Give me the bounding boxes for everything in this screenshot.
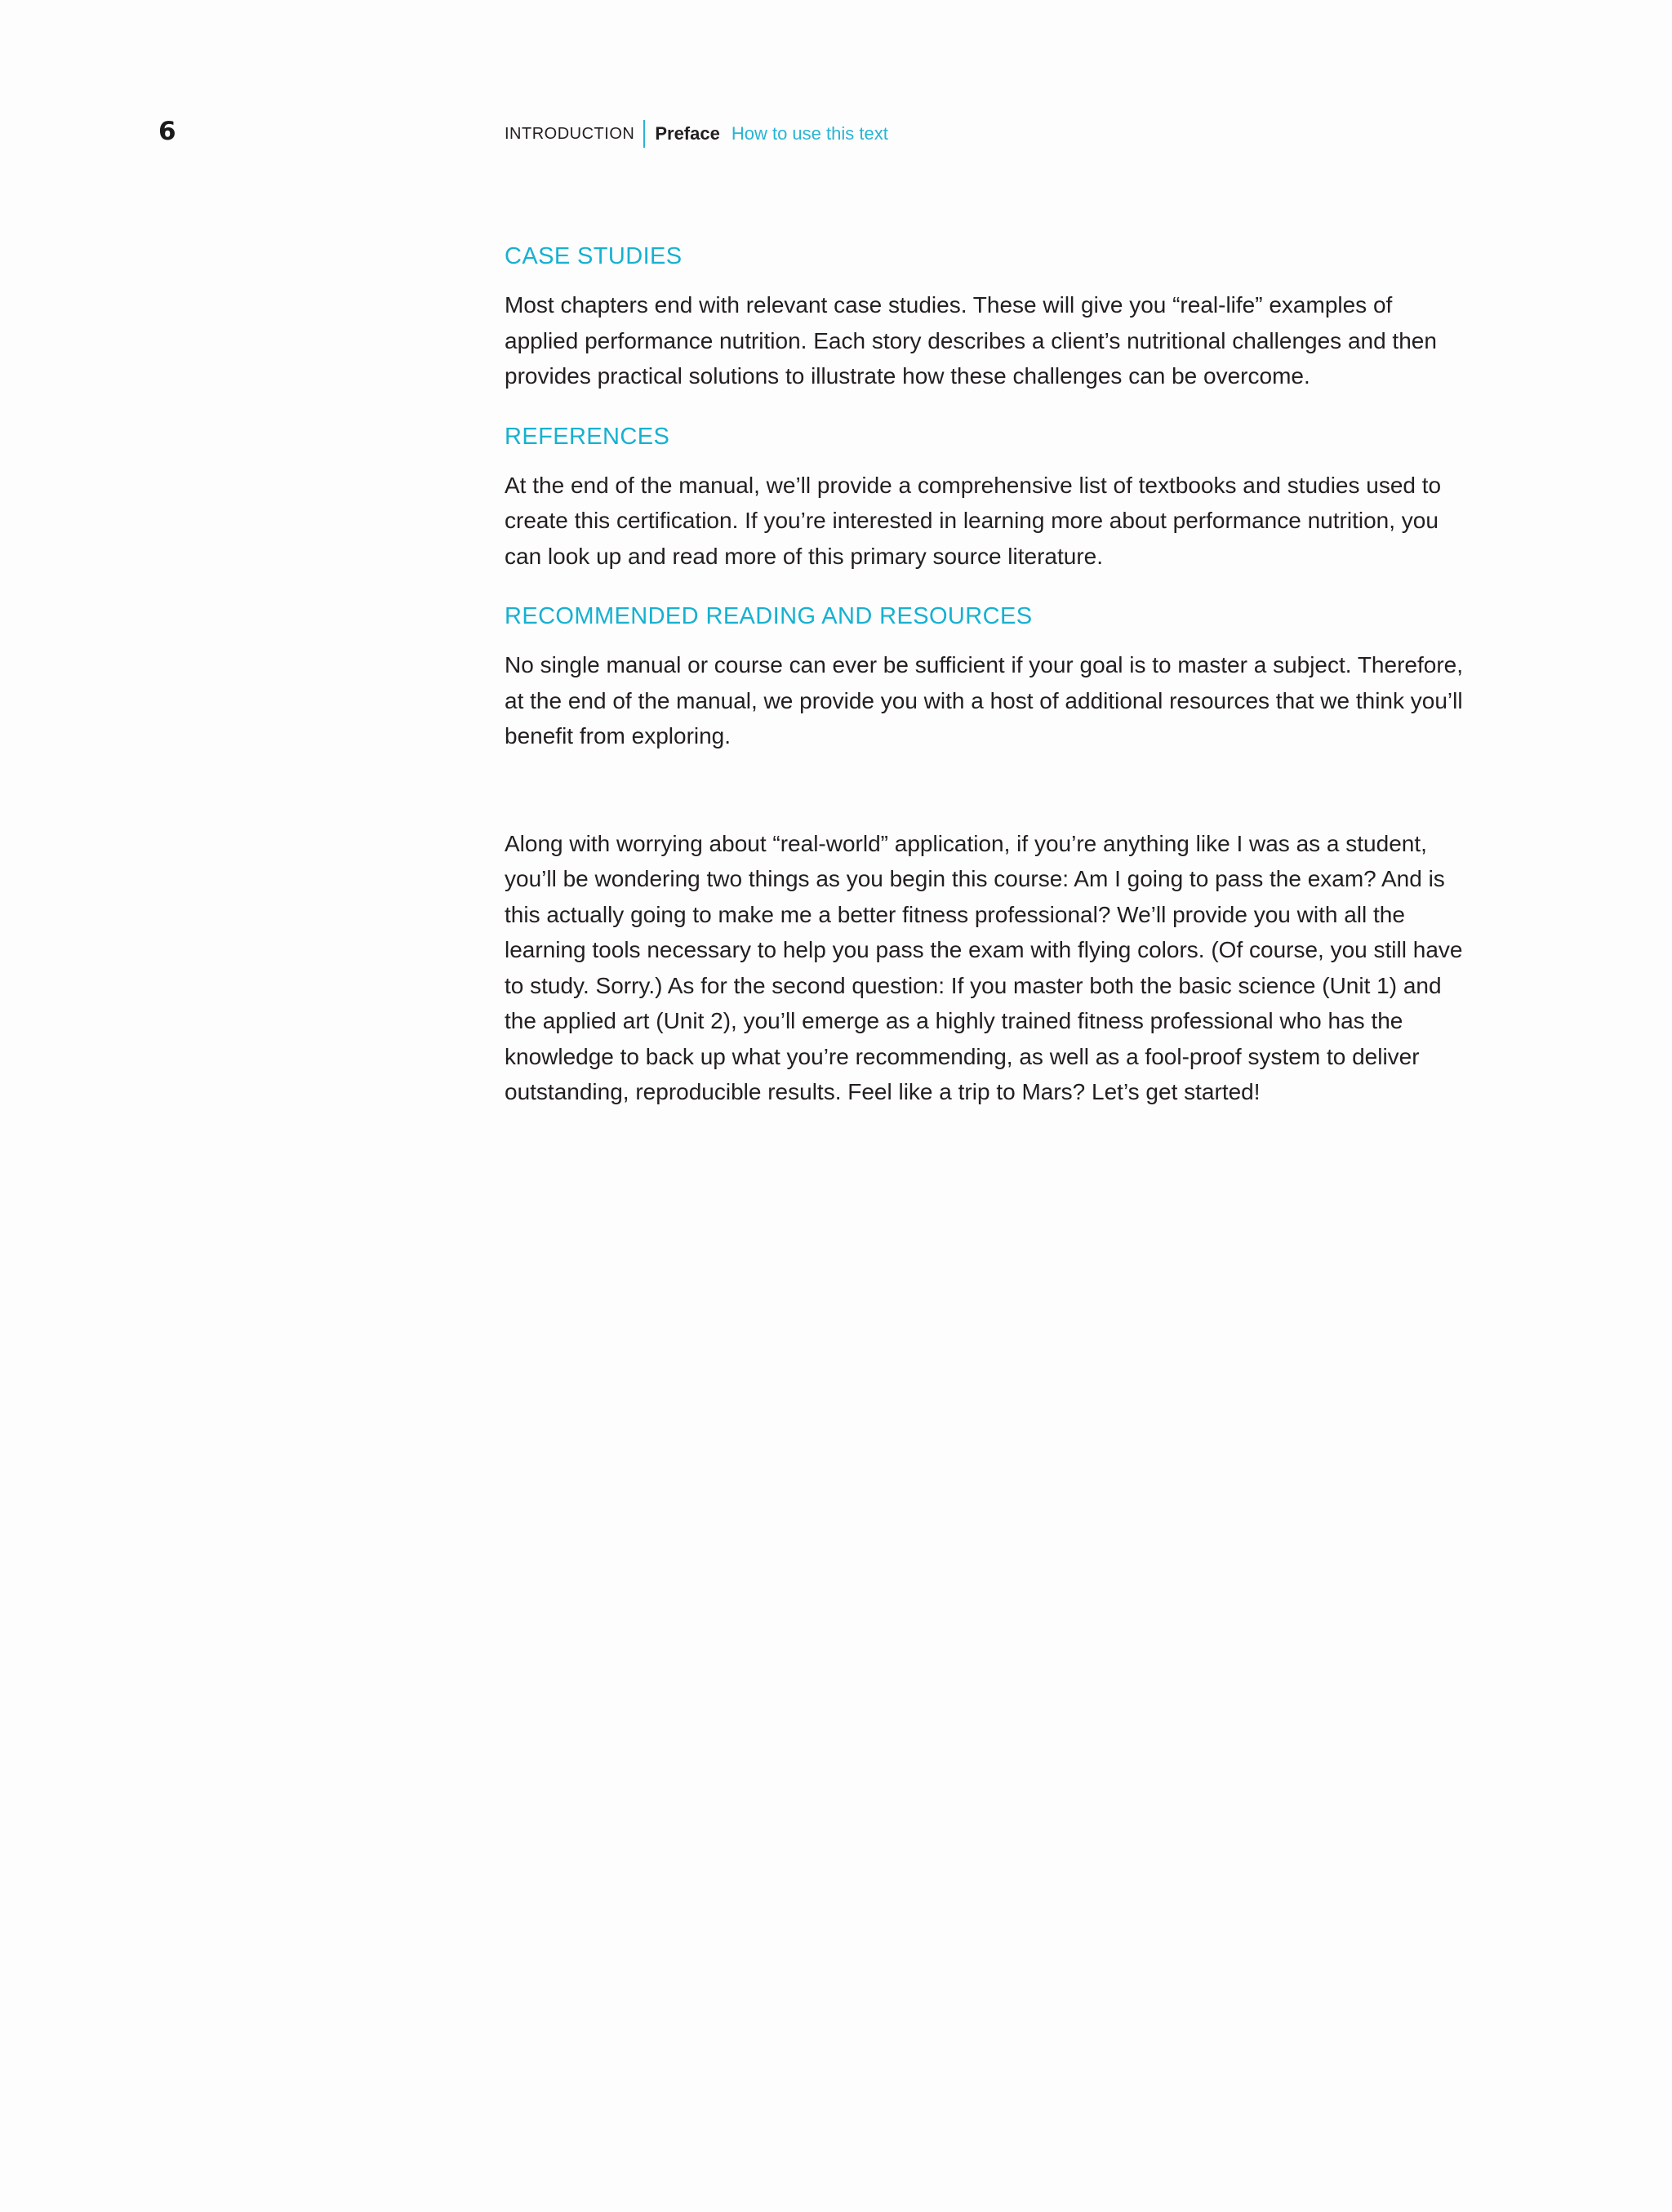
running-head-divider [643, 120, 645, 148]
section-heading: REFERENCES [505, 423, 670, 450]
running-head [505, 119, 888, 149]
section-references [505, 419, 1468, 575]
closing-paragraph-block [505, 826, 1468, 1110]
section-body: Most chapters end with relevant case studies. These will give you “real-life” examples of applied performance nutrition. Each story describes a client’s nutritional challenges and then provides practical solutions to illustrate how these challenges can be overcome. [505, 292, 1437, 389]
closing-paragraph: Along with worrying about “real-world” application, if you’re anything like I was as a student, you’ll be wondering two things as you begin this course: Am I going to pass the exam? And is this actually going to make me a better fitness professional? We’ll provide you with all the learning tools necessary to help you pass the exam with flying colors. (Of course, you still have to study. Sorry.) As for the second question: If you master both the basic science (Unit 1) and the applied art (Unit 2), you’ll emerge as a highly trained fitness professional who has the knowledge to back up what you’re recommending, as well as a fool-proof system to deliver outstanding, reproducible results. Feel like a trip to Mars? Let’s get started! [505, 830, 1463, 1104]
section-case-studies [505, 238, 1468, 394]
section-heading: CASE STUDIES [505, 243, 683, 269]
running-head-chapter: Preface [655, 123, 720, 144]
section-body: No single manual or course can ever be sufficient if your goal is to master a subject. Therefore, at the end of the manual, we provide you with a host of additional resources that we think you’ll benefit from exploring. [505, 652, 1464, 748]
running-head-section: INTRODUCTION [505, 124, 635, 143]
section-heading: RECOMMENDED READING AND RESOURCES [505, 603, 1033, 629]
main-content [505, 238, 1468, 1110]
section-body: At the end of the manual, we’ll provide a comprehensive list of textbooks and studies used to create this certification. If you’re interested in learning more about performance nutrition, you can look up and read more of this primary source literature. [505, 472, 1442, 569]
page-number: 6 [158, 117, 176, 146]
section-recommended-reading [505, 598, 1468, 754]
running-head-topic: How to use this text [731, 123, 888, 144]
